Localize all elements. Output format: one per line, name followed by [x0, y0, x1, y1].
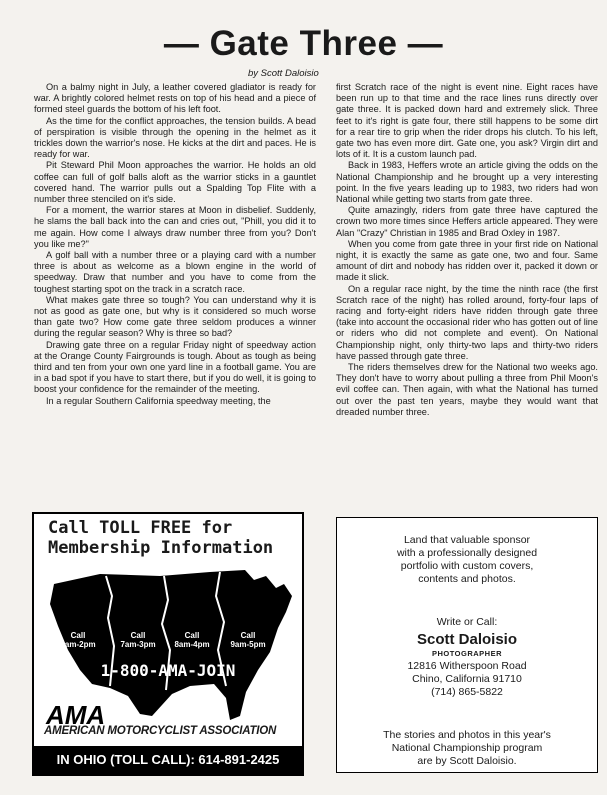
zone-hours: 9am-5pm: [230, 640, 266, 649]
article-paragraph: Quite amazingly, riders from gate three have captured the crown two more times since Heffers article appeared. They were Alan "Crazy" Christian in 1985 and Brad Oxley in 1987.: [336, 205, 598, 238]
article-paragraph: The riders themselves drew for the National two weeks ago. They don't have to worry about pulling a three from Phil Moon's evil coffee can. Then again, with what the National has turned out over the past ten years, maybe they would want that dreaded number three.: [336, 362, 598, 417]
credit-line: are by Scott Daloisio.: [417, 755, 517, 767]
photo-credit: [337, 729, 597, 768]
ama-ad-headline: [34, 514, 302, 558]
article-paragraph: Back in 1983, Heffers wrote an article giving the odds on the National Championship and he brought up a very interesting point. In the five years leading up to 1983, two riders had won National while getting two starts from gate three.: [336, 160, 598, 205]
zone-label: Call: [240, 631, 256, 640]
address-line: 12816 Witherspoon Road: [407, 660, 527, 672]
article-paragraph: On a regular race night, by the time the ninth race (the first Scratch race of the night) has rolled around, forty-four laps of racing and forty-eight riders have ridden through gate three (take into account the occasional rider who has gotten out of line or riders who did not complete and event). On National Championship night, only thirty-two laps and thirty-two riders have passed through gate three.: [336, 283, 599, 361]
credit-line: National Championship program: [391, 742, 543, 754]
article-paragraph: first Scratch race of the night is event nine. Eight races have been run up to that time and the race lines runs directly over gate three. It is packed down hard and extremely slick. Three feet to it's right is gate four, there still happens to be some dirt for a rear tire to grip when the rider drops his clutch. To his left, gate two has even more dirt. Gate one, you ask? Virgin dirt and lots of it. It is a custom launch pad.: [336, 82, 598, 160]
article-byline: by Scott Daloisio: [248, 68, 319, 79]
article-paragraph: As the time for the conflict approaches, the tension builds. A bead of perspiration is visible through the opening in the helmet as it trickles down the warrior's nose. He kicks at the dirt and paces. He is ready for war.: [34, 115, 316, 160]
photographer-phone: (714) 865-5822: [431, 686, 503, 698]
article-paragraph: In a regular Southern California speedway meeting, the: [46, 395, 271, 406]
article-paragraph: Pit Steward Phil Moon approaches the warrior. He holds an old coffee can full of golf balls aloft as the warrior sticks in a gauntlet covered hand. The warrior pulls out a Spalding Top Flite with a number three stenciled on it's side.: [34, 160, 316, 205]
article-paragraph: A golf ball with a number three or a playing card with a number three is about as welcome as a blown engine in the world of speedway. Draw that number and you have to come from the toughest starting spot on the track in a scratch race.: [34, 250, 316, 294]
pitch-line: Land that valuable sponsor: [403, 534, 531, 546]
article-paragraph: Drawing gate three on a regular Friday night of speedway action at the Orange County Fairgrounds is tough. About as tough as being third and ten from your own one yard line in a football game. You are in a bad spot if you have to start there, but if you do well, it is going to boost your confidence for the remainder of the meeting.: [34, 339, 316, 395]
address-line: Chino, California 91710: [412, 673, 522, 685]
us-map-time-zones: [40, 566, 296, 726]
ama-ad-headline-line: Membership Information: [48, 538, 274, 558]
zone-hours: 8am-4pm: [174, 640, 210, 649]
ama-logo: AMA: [46, 700, 106, 726]
ama-ad-headline-line: Call TOLL FREE for: [48, 518, 233, 538]
pitch-line: with a professionally designed: [396, 547, 538, 559]
zone-label: Call: [70, 631, 86, 640]
article-paragraph: For a moment, the warrior stares at Moon in disbelief. Suddenly, he slams the ball back into the can and cries out, "Phill, you did it to me again. How come I always draw number three from you? Don't you like me?": [34, 205, 316, 249]
write-or-call: Write or Call:: [436, 616, 498, 628]
ama-phone-number: 1-800-AMA-JOIN: [100, 661, 236, 680]
pitch-line: contents and photos.: [418, 573, 516, 585]
photographer-ad: [336, 517, 598, 773]
article-column-left: [34, 82, 316, 407]
article-column-right: [336, 82, 598, 418]
article-paragraph: When you come from gate three in your first ride on National night, it is exactly the same as gate one, two and four. Same amount of dirt and nobody has ridden over it, packed it down or made it slick.: [336, 238, 598, 283]
zone-label: Call: [130, 631, 146, 640]
zone-label: Call: [184, 631, 200, 640]
zone-hours: 6am-2pm: [60, 640, 96, 649]
photographer-pitch: [337, 534, 597, 586]
ama-membership-ad: [32, 512, 304, 776]
photographer-role: PHOTOGRAPHER: [431, 649, 503, 658]
ama-ohio-phone: IN OHIO (TOLL CALL): 614-891-2425: [34, 746, 302, 774]
article-paragraph: What makes gate three so tough? You can understand why it is not as good as gate one, but why is it considered so much worse than gate two? How come gate three seldom produces a winner during the regular season? Why is three so bad?: [34, 294, 316, 339]
credit-line: The stories and photos in this year's: [383, 729, 551, 741]
photographer-name: Scott Daloisio: [416, 631, 517, 648]
pitch-line: portfolio with custom covers,: [400, 560, 534, 572]
article-paragraph: On a balmy night in July, a leather covered gladiator is ready for war. A brightly colored helmet rests on top of his head and a piece of formed steel guards the bottom of his left foot.: [34, 82, 316, 115]
ama-org-name: AMERICAN MOTORCYCLIST ASSOCIATION: [44, 725, 277, 737]
article-title: — Gate Three —: [163, 24, 444, 63]
zone-hours: 7am-3pm: [120, 640, 156, 649]
